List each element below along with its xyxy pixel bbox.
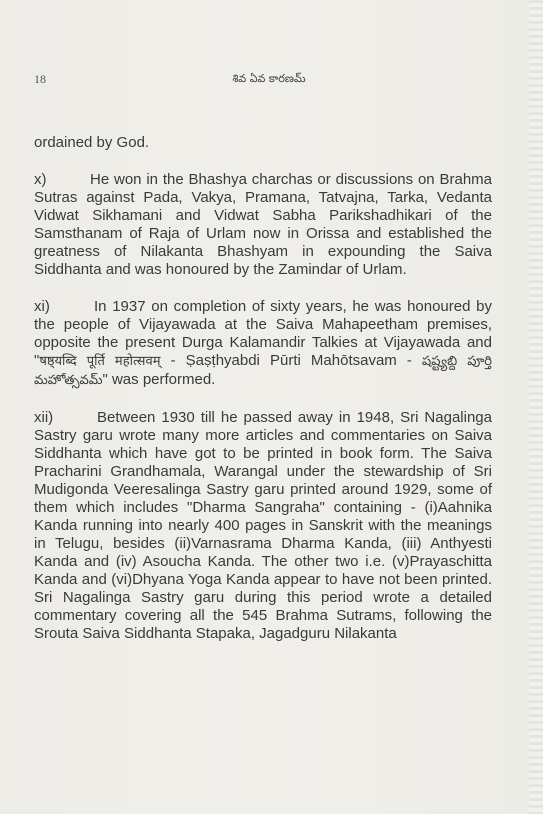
paragraph-x bbox=[34, 171, 492, 279]
page-header bbox=[34, 72, 504, 90]
paragraph-xi-text-b: - Ṣaṣṭhyabdi Pūrti Mahōtsavam - bbox=[160, 352, 422, 369]
paragraph-marker-x: x) bbox=[34, 171, 47, 188]
paragraph-xi-text-a: In 1937 on completion of sixty years, he was honoured by the people of Vijayawada at the Saiva Mahapeetham premises, opposite the present Durga Kalamandir Talkies at Vijayawada and " bbox=[34, 298, 492, 369]
body-text bbox=[34, 134, 492, 663]
paragraph-xii bbox=[34, 409, 492, 643]
paragraph-xi bbox=[34, 298, 492, 390]
paragraph-xi-text-c: " was performed. bbox=[102, 371, 216, 388]
paragraph-xii-text: Between 1930 till he passed away in 1948, Sri Nagalinga Sastry garu wrote many more articles and commentaries on Saiva Siddhanta which have got to be printed in book form. The Saiva Pracharini Grandhamala, Warangal under the stewardship of Sri Mudigonda Veeresalinga Sastry garu printed around 1929, some of them which includes "Dharma Sangraha" containing - (i)Aahnika Kanda running into nearly 400 pages in Sanskrit with the meanings in Telugu, besides (ii)Varnasrama Dharma Kanda, (iii) Anthyesti Kanda and (iv) Asoucha Kanda. The other two i.e. (v)Prayaschitta Kanda and (vi)Dhyana Yoga Kanda appear to have not been printed. Sri Nagalinga Sastry garu during this period wrote a detailed commentary covering all the 545 Brahma Sutrams, following the Srouta Saiva Siddhanta Stapaka, Jagadguru Nilakanta bbox=[34, 409, 492, 642]
paragraph-x-text: He won in the Bhashya charchas or discussions on Brahma Sutras against Pada, Vakya, Pramana, Tatvajna, Tarka, Vedanta Vidwat Sikhamani and Vidwat Sabha Parikshadhikari of the Samsthanam of Raja of Urlam now in Orissa and established the greatness of Nilakanta Bhashyam in expounding the Saiva Siddhanta and was honoured by the Zamindar of Urlam. bbox=[34, 171, 492, 278]
telugu-title: షష్ట్యబ్ది పూర్తి మహోత్సవమ్ bbox=[34, 354, 492, 388]
paragraph-intro: ordained by God. bbox=[34, 134, 150, 151]
running-title: శివ ఏవ కారణమ్ bbox=[232, 72, 306, 85]
page-edge bbox=[529, 0, 543, 814]
paragraph-marker-xi: xi) bbox=[34, 298, 50, 315]
page-number: 18 bbox=[34, 72, 46, 86]
devanagari-title: षष्ठ्यब्दि पूर्ति महोत्सवम् bbox=[39, 354, 161, 369]
paragraph-marker-xii: xii) bbox=[34, 409, 54, 426]
